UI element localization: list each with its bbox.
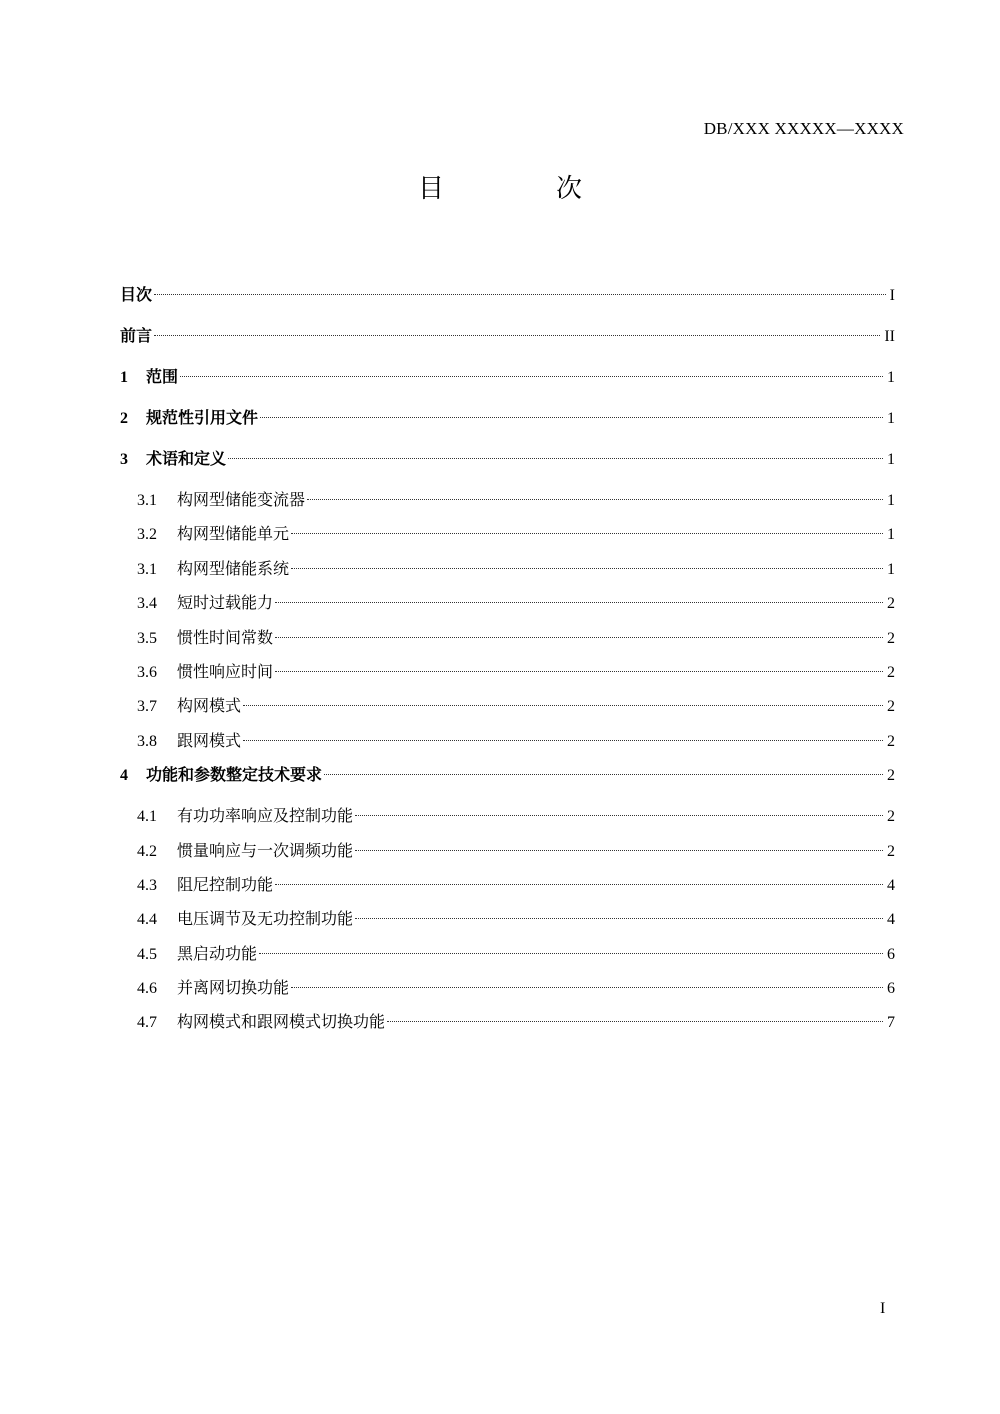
toc-dot-leader [243, 705, 883, 706]
toc-entry-title: 构网型储能变流器 [177, 490, 306, 509]
toc-entry-level2[interactable] [120, 589, 895, 623]
toc-entry-number: 4.1 [137, 808, 157, 826]
toc-dot-leader [275, 637, 883, 638]
toc-dot-leader [291, 568, 883, 569]
toc-entry-number: 3.4 [137, 595, 157, 613]
toc-entry-level2[interactable] [120, 727, 895, 761]
toc-entry-level2[interactable] [120, 1008, 895, 1042]
toc-dot-leader [228, 458, 883, 459]
toc-entry-number: 4.7 [137, 1014, 157, 1032]
toc-entry-page: 1 [887, 369, 895, 386]
page-title: 目次 [417, 174, 694, 204]
toc-entry-level2[interactable] [120, 974, 895, 1008]
toc-entry-number: 3.8 [137, 732, 157, 750]
toc-entry-title: 功能和参数整定技术要求 [146, 765, 323, 785]
toc-dot-leader [291, 987, 883, 988]
toc-entry-level2[interactable] [120, 624, 895, 658]
toc-entry-level2[interactable] [120, 837, 895, 871]
document-code: DB/XXX XXXXX—XXXX [703, 119, 904, 138]
toc-entry-number: 3.5 [137, 629, 157, 647]
toc-entry-page: 4 [887, 876, 895, 894]
toc-entry-page: 2 [887, 842, 895, 860]
toc-entry-title: 短时过载能力 [177, 593, 274, 613]
toc-entry-level1[interactable] [120, 404, 895, 445]
toc-entry-level1[interactable] [120, 322, 895, 363]
toc-entry-level2[interactable] [120, 486, 895, 520]
toc-entry-title: 术语和定义 [146, 449, 227, 468]
toc-entry-number: 3 [120, 451, 128, 468]
toc-entry-page: 1 [887, 560, 895, 578]
toc-entry-page: 2 [887, 732, 895, 750]
toc-entry-number: 2 [120, 410, 128, 427]
toc-entry-number: 3.7 [137, 698, 157, 716]
toc-dot-leader [259, 953, 883, 954]
toc-entry-page: 2 [887, 663, 895, 681]
toc-entry-title: 规范性引用文件 [146, 408, 259, 427]
toc-dot-leader [291, 533, 883, 534]
toc-dot-leader [260, 417, 883, 418]
toc-entry-level2[interactable] [120, 940, 895, 974]
toc-entry-page: 2 [887, 698, 895, 716]
toc-entry-level1[interactable] [120, 761, 895, 802]
toc-entry-number: 3.2 [137, 526, 157, 544]
toc-entry-page: 7 [887, 1014, 895, 1032]
toc-entry-number: 3.1 [137, 492, 157, 509]
toc-entry-number: 4.5 [137, 945, 157, 963]
toc-entry-number: 4.4 [137, 911, 157, 929]
toc-entry-title: 阻尼控制功能 [177, 874, 274, 894]
toc-entry-level2[interactable] [120, 692, 895, 726]
toc-dot-leader [324, 774, 883, 775]
toc-entry-title: 前言 [120, 326, 153, 345]
toc-dot-leader [275, 671, 883, 672]
toc-entry-number: 1 [120, 369, 128, 386]
toc-entry-page: 2 [887, 767, 895, 785]
toc-entry-title: 惯量响应与一次调频功能 [177, 840, 354, 860]
toc-entry-level2[interactable] [120, 520, 895, 554]
toc-entry-number: 3.6 [137, 663, 157, 681]
toc-entry-page: 1 [887, 410, 895, 427]
toc-entry-page: 2 [887, 629, 895, 647]
toc-dot-leader [307, 499, 883, 500]
toc-entry-title: 构网型储能单元 [177, 524, 290, 544]
toc-entry-title: 黑启动功能 [177, 943, 258, 963]
toc-entry-title: 目次 [120, 285, 153, 304]
toc-entry-page: I [889, 287, 895, 304]
toc-entry-level1[interactable] [120, 445, 895, 486]
toc-entry-title: 惯性响应时间 [177, 661, 274, 681]
toc-dot-leader [275, 884, 883, 885]
toc-entry-page: 4 [887, 911, 895, 929]
toc-dot-leader [154, 294, 886, 295]
toc-entry-page: 6 [887, 945, 895, 963]
toc-entry-title: 并离网切换功能 [177, 978, 290, 998]
toc-dot-leader [275, 602, 883, 603]
toc-entry-number: 3.1 [137, 560, 157, 578]
toc-dot-leader [180, 376, 883, 377]
toc-entry-level2[interactable] [120, 658, 895, 692]
toc-entry-title: 范围 [146, 367, 179, 386]
toc-entry-page: 2 [887, 808, 895, 826]
toc-entry-page: 6 [887, 980, 895, 998]
toc-entry-title: 构网型储能系统 [177, 558, 290, 578]
toc-dot-leader [355, 850, 883, 851]
toc-entry-page: 1 [887, 492, 895, 509]
table-of-contents [120, 281, 895, 1043]
toc-dot-leader [387, 1021, 883, 1022]
toc-entry-title: 跟网模式 [177, 730, 242, 750]
toc-entry-number: 4 [120, 767, 128, 785]
toc-dot-leader [243, 740, 883, 741]
toc-entry-number: 4.3 [137, 876, 157, 894]
toc-entry-level1[interactable] [120, 281, 895, 322]
toc-entry-number: 4.2 [137, 842, 157, 860]
toc-entry-title: 电压调节及无功控制功能 [177, 909, 354, 929]
toc-entry-page: II [884, 328, 895, 345]
toc-dot-leader [355, 918, 883, 919]
toc-dot-leader [154, 335, 880, 336]
toc-entry-level2[interactable] [120, 802, 895, 836]
toc-entry-level2[interactable] [120, 905, 895, 939]
toc-entry-page: 1 [887, 526, 895, 544]
toc-entry-number: 4.6 [137, 980, 157, 998]
toc-entry-level1[interactable] [120, 363, 895, 404]
toc-entry-level2[interactable] [120, 871, 895, 905]
toc-entry-level2[interactable] [120, 555, 895, 589]
toc-entry-title: 构网模式和跟网模式切换功能 [177, 1012, 386, 1032]
toc-entry-title: 有功功率响应及控制功能 [177, 806, 354, 826]
page-number: I [880, 1300, 886, 1317]
toc-entry-page: 2 [887, 595, 895, 613]
toc-dot-leader [355, 815, 883, 816]
toc-entry-page: 1 [887, 451, 895, 468]
toc-entry-title: 惯性时间常数 [177, 627, 274, 647]
toc-entry-title: 构网模式 [177, 696, 242, 716]
